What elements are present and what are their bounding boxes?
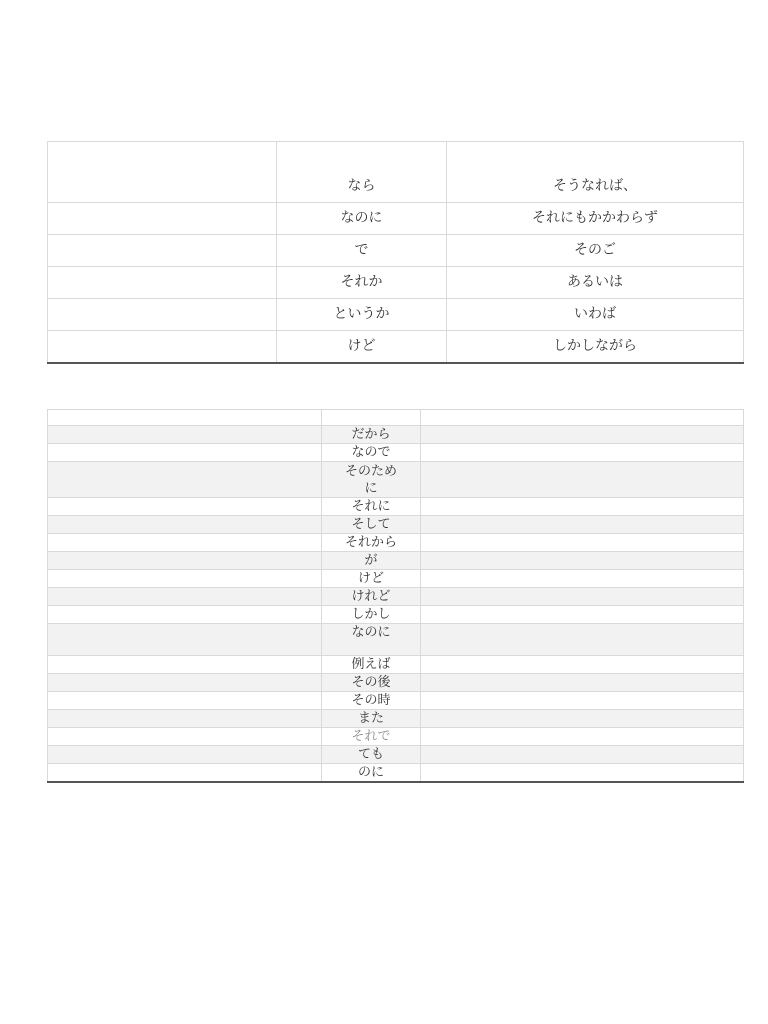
table-cell: [421, 552, 744, 570]
table-row: [48, 444, 744, 462]
table-cell: [48, 410, 322, 426]
table-cell: [421, 444, 744, 462]
table-cell: [421, 570, 744, 588]
table-row: [48, 203, 744, 235]
table-cell-empty: [48, 299, 277, 331]
table-cell-casual: で: [277, 235, 447, 267]
table-cell: [48, 444, 322, 462]
table-row: [48, 299, 744, 331]
table-row: [48, 606, 744, 624]
table-cell-casual: なら: [277, 142, 447, 203]
table-row: [48, 142, 744, 203]
table-cell: [48, 462, 322, 498]
table-cell: [421, 764, 744, 783]
table-row: [48, 764, 744, 783]
table-cell-casual: それか: [277, 267, 447, 299]
table-cell: [48, 656, 322, 674]
table-cell-empty: [48, 203, 277, 235]
table-cell: [421, 462, 744, 498]
table-cell: [421, 746, 744, 764]
table-cell: [48, 588, 322, 606]
table-cell: [48, 552, 322, 570]
table-cell: [48, 764, 322, 783]
conjunction-table-top: [47, 141, 744, 364]
table-cell-empty: [48, 331, 277, 364]
table-row: [48, 534, 744, 552]
table-cell-word: けれど: [322, 588, 421, 606]
table-cell-word: だから: [322, 426, 421, 444]
table-row: [48, 498, 744, 516]
table-cell: [48, 426, 322, 444]
table-row: [48, 516, 744, 534]
conjunction-table-bottom: [47, 409, 744, 783]
table-cell-formal: あるいは: [447, 267, 744, 299]
table-row: [48, 624, 744, 656]
table-cell: [421, 588, 744, 606]
table-cell: [421, 606, 744, 624]
table-cell-word: 例えば: [322, 656, 421, 674]
table-cell: [48, 692, 322, 710]
table-cell-empty: [48, 235, 277, 267]
table-cell-word: また: [322, 710, 421, 728]
table-cell: [48, 534, 322, 552]
table-row: [48, 728, 744, 746]
table-cell: [421, 410, 744, 426]
table-cell-casual: けど: [277, 331, 447, 364]
table-row: [48, 656, 744, 674]
table-cell-word: それから: [322, 534, 421, 552]
table-cell-word: のに: [322, 764, 421, 783]
table-cell-formal: いわば: [447, 299, 744, 331]
table-cell-word: ても: [322, 746, 421, 764]
table-cell-word: そして: [322, 516, 421, 534]
table-cell: [48, 516, 322, 534]
table-cell-formal: しかしながら: [447, 331, 744, 364]
table-cell: [48, 606, 322, 624]
table-row: [48, 426, 744, 444]
table-cell-casual: というか: [277, 299, 447, 331]
table-cell-casual: なのに: [277, 203, 447, 235]
table-cell-word: それで: [322, 728, 421, 746]
table-cell: [421, 498, 744, 516]
table-cell-word: その後: [322, 674, 421, 692]
table-cell-word: けど: [322, 570, 421, 588]
table-row: [48, 710, 744, 728]
table-row: [48, 235, 744, 267]
table-cell: [421, 534, 744, 552]
table-cell: [421, 710, 744, 728]
table-cell: [48, 624, 322, 656]
table-row: [48, 674, 744, 692]
table-row: [48, 331, 744, 364]
table-cell: [421, 624, 744, 656]
table-cell: [421, 516, 744, 534]
table-row: [48, 588, 744, 606]
table-cell: [48, 728, 322, 746]
table-cell: [421, 426, 744, 444]
table-cell: [421, 674, 744, 692]
table-row: [48, 410, 744, 426]
table-cell: [48, 498, 322, 516]
table-cell-word: その時: [322, 692, 421, 710]
table-cell-formal: それにもかかわらず: [447, 203, 744, 235]
table-cell: [48, 710, 322, 728]
table-cell-formal: そうなれば、: [447, 142, 744, 203]
table-cell: [48, 674, 322, 692]
table-cell-formal: そのご: [447, 235, 744, 267]
table-cell: [421, 692, 744, 710]
table-row: [48, 267, 744, 299]
table-cell: [322, 410, 421, 426]
table-cell: [48, 570, 322, 588]
table-cell-word: それに: [322, 498, 421, 516]
table-cell: [421, 656, 744, 674]
table-row: [48, 746, 744, 764]
table-cell-word: なので: [322, 444, 421, 462]
table-cell-empty: [48, 142, 277, 203]
table-row: [48, 570, 744, 588]
table-row: [48, 462, 744, 498]
table-cell-word: そのため に: [322, 462, 421, 498]
table-cell-word: なのに: [322, 624, 421, 656]
table-cell-empty: [48, 267, 277, 299]
table-cell: [48, 746, 322, 764]
table-cell-word: しかし: [322, 606, 421, 624]
table-row: [48, 692, 744, 710]
table-cell: [421, 728, 744, 746]
table-row: [48, 552, 744, 570]
table-cell-word: が: [322, 552, 421, 570]
